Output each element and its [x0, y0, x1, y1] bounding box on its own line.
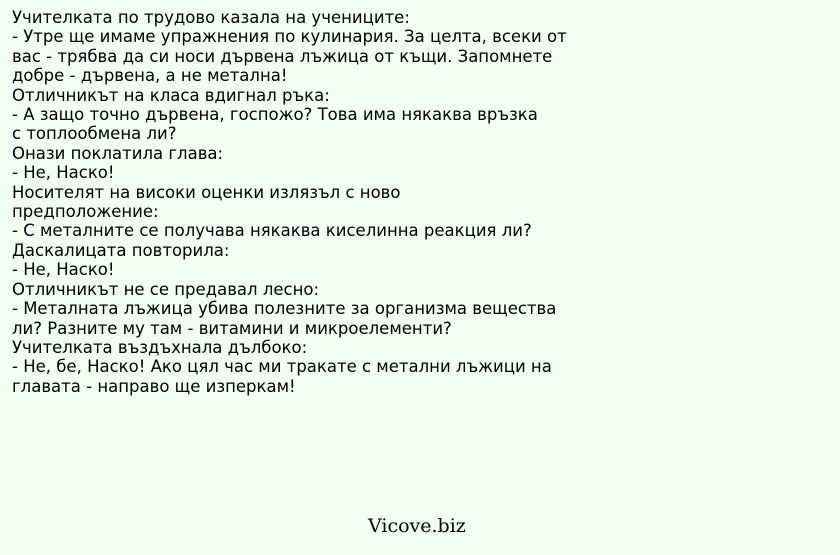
joke-text: [12, 8, 602, 396]
joke-line-8: Онази поклатила глава:: [12, 143, 224, 163]
site-watermark: Vicove.biz: [368, 515, 466, 537]
joke-line-15: Отличникът не се предавал лесно:: [12, 279, 320, 299]
joke-line-13: Даскалицата повторила:: [12, 240, 230, 260]
joke-line-5: Отличникът на класа вдигнал ръка:: [12, 85, 330, 105]
joke-line-12: - С металните се получава някаква киселинна реакция ли?: [12, 221, 532, 241]
joke-line-7: с топлообмена ли?: [12, 124, 177, 144]
joke-line-9: - Не, Наско!: [12, 163, 115, 183]
joke-line-18: Учителката въздъхнала дълбоко:: [12, 337, 308, 357]
joke-line-17: ли? Разните му там - витамини и микроелементи?: [12, 318, 452, 338]
joke-line-3: вас - трябва да си носи дървена лъжица от къщи. Запомнете: [12, 46, 553, 66]
joke-line-20: главата - направо ще изперкам!: [12, 376, 296, 396]
joke-line-14: - Не, Наско!: [12, 260, 115, 280]
joke-line-16: - Металната лъжица убива полезните за организма вещества: [12, 299, 557, 319]
joke-line-4: добре - дървена, а не метална!: [12, 66, 288, 86]
joke-line-1: Учителката по трудово казала на учениците:: [12, 8, 410, 27]
joke-line-19: - Не, бе, Наско! Ако цял час ми тракате с метални лъжици на: [12, 357, 552, 377]
joke-line-10: Носителят на високи оценки излязъл с ново: [12, 182, 401, 202]
joke-line-2: - Утре ще имаме упражнения по кулинария. За целта, всеки от: [12, 27, 567, 47]
joke-line-11: предположение:: [12, 202, 159, 222]
joke-line-6: - А защо точно дървена, госпожо? Това има някаква връзка: [12, 105, 538, 125]
